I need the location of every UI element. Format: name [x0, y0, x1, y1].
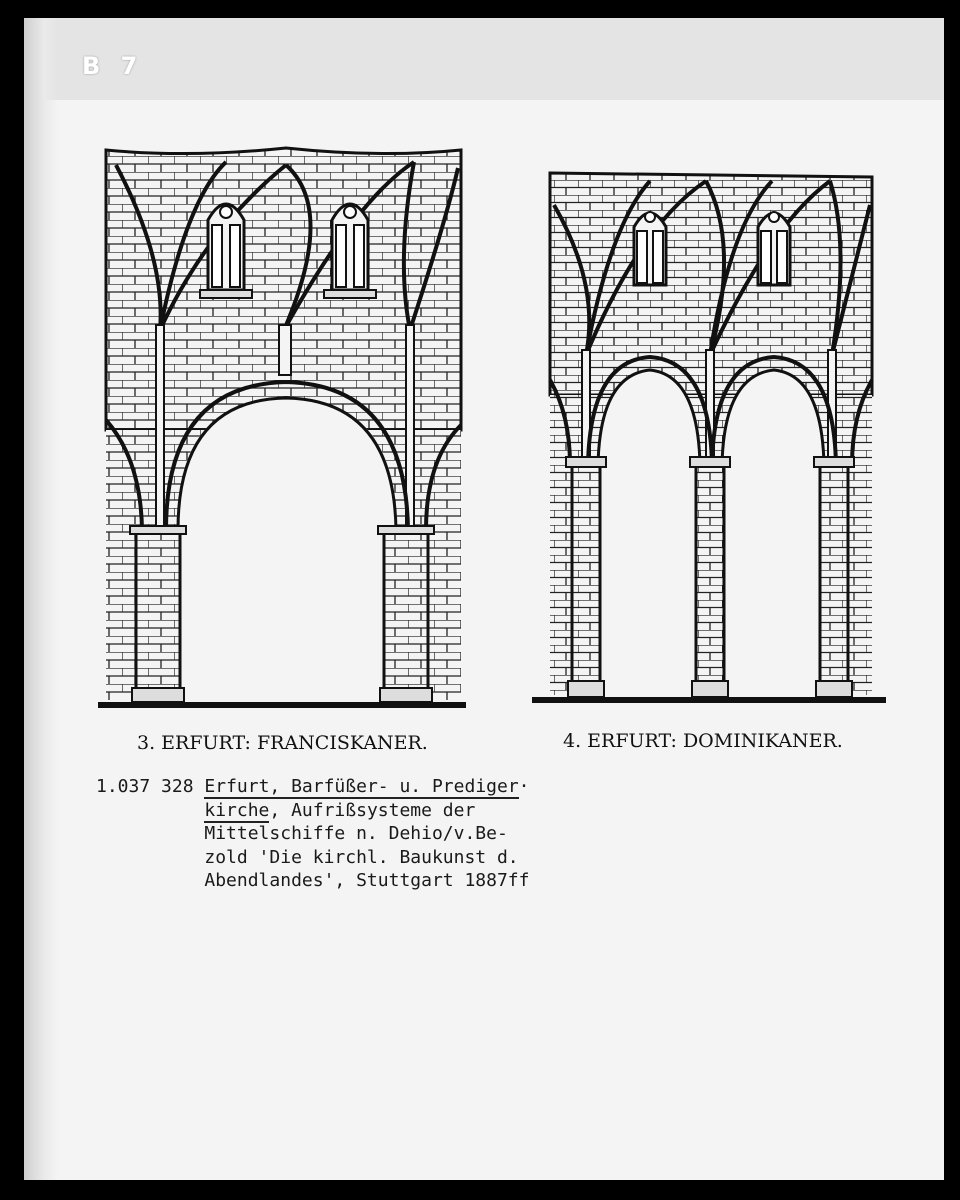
record-indent	[96, 870, 204, 891]
record-indent	[96, 847, 204, 868]
pier-right	[378, 526, 434, 702]
elevation-franciskaner	[96, 140, 476, 720]
pier-left	[130, 526, 186, 702]
card-header-strip	[24, 18, 944, 100]
record-number: 1.037 328	[96, 776, 194, 797]
record-line-3: Mittelschiffe n. Dehio/v.Be-	[204, 823, 508, 844]
record-text	[96, 775, 530, 893]
pier-1	[566, 457, 606, 697]
record-line-2-rest: , Aufrißsysteme der	[269, 799, 476, 821]
archive-mark: B 7	[82, 52, 144, 80]
elevation-dominikaner	[530, 165, 890, 715]
window-right	[758, 212, 790, 285]
window-left	[200, 204, 252, 298]
pier-2	[690, 457, 730, 697]
record-line-5: Abendlandes', Stuttgart 1887ff	[204, 870, 530, 891]
pier-3	[814, 457, 854, 697]
record-title-part-2: kirche	[204, 799, 270, 821]
figure-caption-franciskaner: 3. ERFURT: FRANCISKANER.	[137, 732, 428, 754]
record-line-4: zold 'Die kirchl. Baukunst d.	[204, 846, 519, 868]
record-title-part-1: Erfurt, Barfüßer- u. Prediger	[204, 776, 519, 797]
card-edge-shade	[24, 18, 58, 1180]
window-right	[324, 204, 376, 298]
record-line-1-rest: ·	[518, 776, 530, 797]
record-indent	[96, 800, 204, 821]
figure-caption-dominikaner: 4. ERFURT: DOMINIKANER.	[563, 730, 843, 752]
record-indent	[96, 823, 204, 844]
window-left	[634, 212, 666, 285]
